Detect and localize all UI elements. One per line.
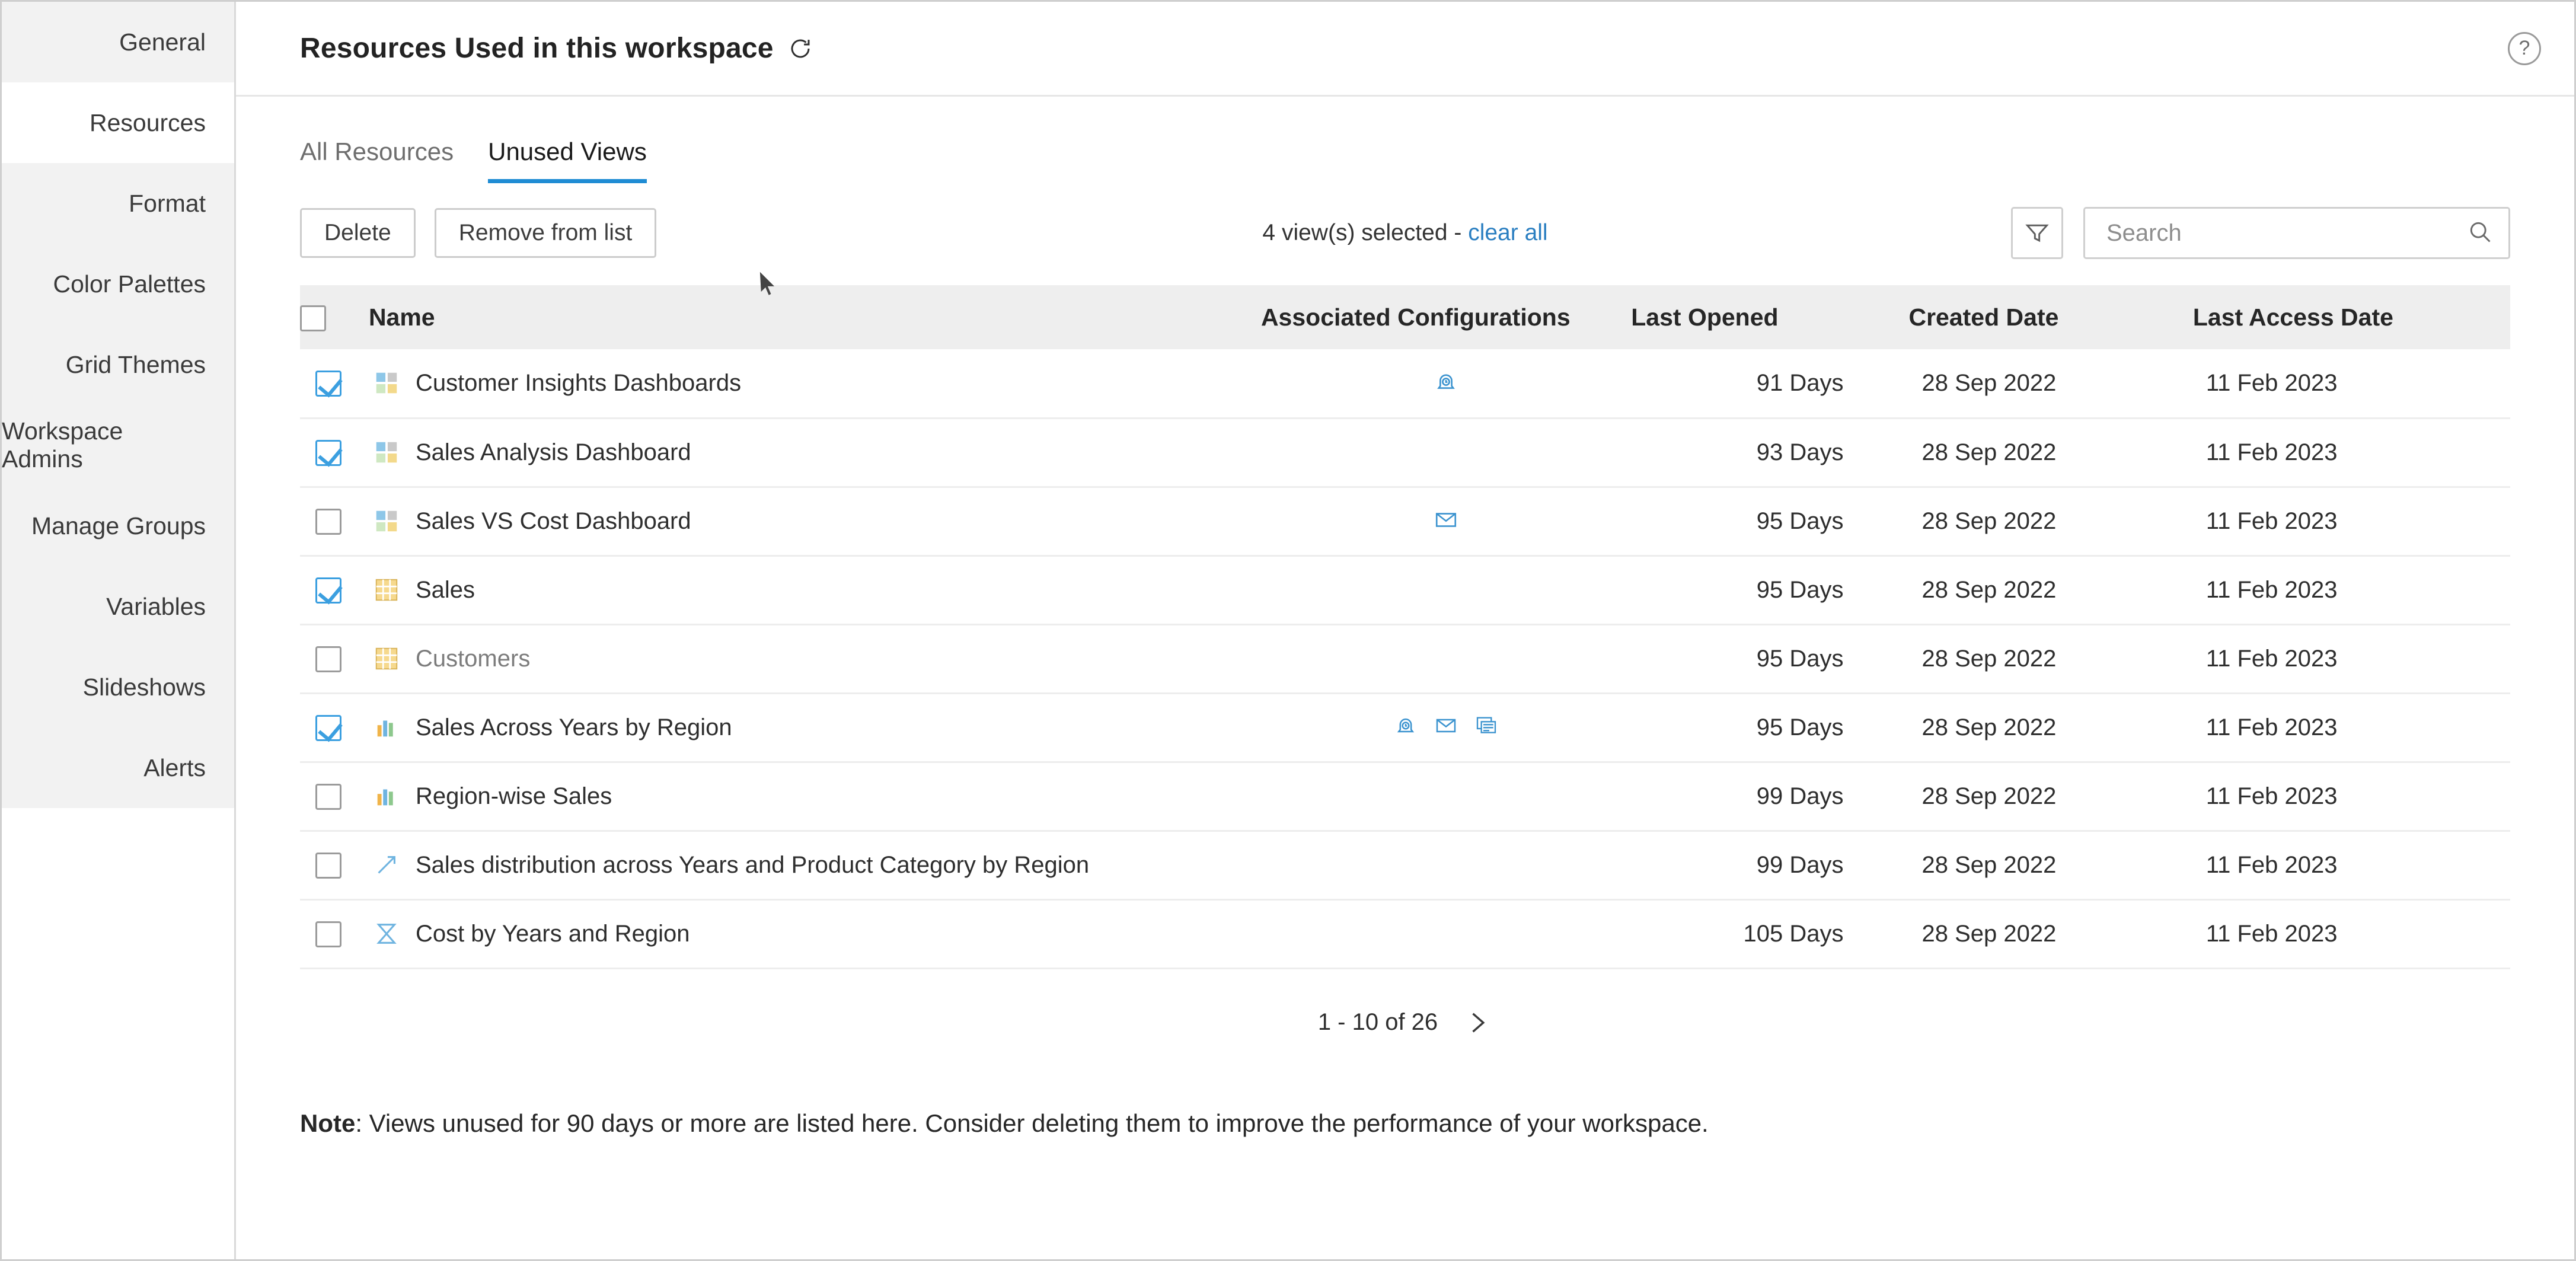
sidebar-item-label: Manage Groups (31, 512, 206, 539)
sidebar-item-label: General (119, 28, 206, 56)
sidebar-item-label: Slideshows (82, 673, 206, 701)
page-title: Resources Used in this workspace (300, 33, 774, 64)
sidebar-item-label: Resources (90, 108, 206, 136)
content-area (236, 130, 2574, 1138)
row-last-access-date: 11 Feb 2023 (2193, 624, 2510, 693)
row-name-cell (369, 556, 1261, 624)
row-last-access-date: 11 Feb 2023 (2193, 693, 2510, 762)
pagination (300, 1007, 2510, 1038)
row-name-cell (369, 487, 1261, 556)
row-last-opened: 105 Days (1631, 899, 1908, 968)
table-row[interactable] (300, 624, 2510, 693)
row-last-opened: 95 Days (1631, 556, 1908, 624)
row-checkbox[interactable] (315, 646, 341, 672)
row-checkbox[interactable] (315, 921, 341, 947)
email-icon[interactable] (1432, 507, 1460, 535)
row-last-opened: 95 Days (1631, 693, 1908, 762)
row-last-opened: 99 Days (1631, 762, 1908, 831)
row-associated-cell (1261, 556, 1631, 624)
row-last-opened: 93 Days (1631, 418, 1908, 487)
row-created-date: 28 Sep 2022 (1908, 831, 2192, 899)
row-select-cell (300, 556, 369, 624)
sidebar-item-alerts[interactable] (2, 727, 234, 808)
tab-unused-views[interactable] (488, 138, 647, 183)
search-icon[interactable] (2467, 219, 2493, 248)
row-select-cell (300, 831, 369, 899)
note-body: : Views unused for 90 days or more are listed here. Consider deleting them to improve the performance of your workspace. (355, 1109, 1709, 1137)
row-last-access-date: 11 Feb 2023 (2193, 418, 2510, 487)
table-header-row (300, 285, 2510, 349)
row-created-date: 28 Sep 2022 (1908, 693, 2192, 762)
slideshow-icon[interactable] (1473, 714, 1500, 741)
row-name-cell (369, 762, 1261, 831)
row-last-opened: 99 Days (1631, 831, 1908, 899)
table-row[interactable] (300, 899, 2510, 968)
row-checkbox[interactable] (315, 715, 341, 741)
row-last-opened: 91 Days (1631, 349, 1908, 418)
row-last-access-date: 11 Feb 2023 (2193, 762, 2510, 831)
view-name[interactable]: Customers (415, 645, 531, 672)
row-name-cell (369, 624, 1261, 693)
sidebar-item-workspace-admins[interactable] (2, 405, 234, 486)
row-select-cell (300, 349, 369, 418)
row-associated-cell (1261, 624, 1631, 693)
pagination-range: 1 - 10 of 26 (1317, 1009, 1438, 1035)
table-row[interactable] (300, 487, 2510, 556)
note-text (300, 1109, 2510, 1138)
row-last-access-date: 11 Feb 2023 (2193, 831, 2510, 899)
row-last-opened: 95 Days (1631, 487, 1908, 556)
table-icon (373, 576, 400, 604)
select-all-header (300, 285, 369, 349)
table-row[interactable] (300, 556, 2510, 624)
table-row[interactable] (300, 831, 2510, 899)
view-name[interactable]: Cost by Years and Region (415, 920, 690, 947)
row-associated-cell (1261, 762, 1631, 831)
tab-all-resources[interactable] (300, 138, 454, 183)
table-row[interactable] (300, 349, 2510, 418)
row-associated-cell (1261, 349, 1631, 418)
row-checkbox[interactable] (315, 509, 341, 535)
sidebar-item-label: Variables (106, 592, 206, 620)
row-created-date: 28 Sep 2022 (1908, 624, 2192, 693)
row-last-opened: 95 Days (1631, 624, 1908, 693)
row-name-cell (369, 349, 1261, 418)
sidebar-item-resources[interactable] (2, 82, 234, 163)
chevron-right-icon[interactable] (1461, 1007, 1492, 1038)
row-associated-cell (1261, 418, 1631, 487)
email-icon[interactable] (1432, 714, 1460, 741)
sidebar-item-label: Format (129, 189, 206, 217)
filter-icon[interactable] (2011, 207, 2063, 259)
row-select-cell (300, 762, 369, 831)
row-created-date: 28 Sep 2022 (1908, 487, 2192, 556)
bar-chart-icon (373, 714, 400, 741)
sidebar-item-color-palettes[interactable] (2, 244, 234, 324)
view-name[interactable]: Customer Insights Dashboards (415, 369, 742, 396)
column-header-associated-configurations[interactable]: Associated Configurations (1261, 285, 1631, 349)
row-select-cell (300, 693, 369, 762)
column-header-last-opened[interactable]: Last Opened (1631, 285, 1908, 349)
row-associated-cell (1261, 899, 1631, 968)
settings-sidebar (2, 2, 236, 1259)
row-last-access-date: 11 Feb 2023 (2193, 487, 2510, 556)
row-associated-cell (1261, 693, 1631, 762)
column-header-last-access-date[interactable]: Last Access Date (2193, 285, 2510, 349)
row-created-date: 28 Sep 2022 (1908, 349, 2192, 418)
sidebar-item-grid-themes[interactable] (2, 324, 234, 405)
row-created-date: 28 Sep 2022 (1908, 899, 2192, 968)
row-select-cell (300, 487, 369, 556)
sidebar-item-format[interactable] (2, 163, 234, 244)
row-select-cell (300, 899, 369, 968)
tab-label: Unused Views (488, 138, 647, 165)
note-label: Note (300, 1109, 356, 1137)
main-panel (236, 2, 2574, 1259)
alert-clock-icon[interactable] (1392, 714, 1419, 741)
view-name[interactable]: Region-wise Sales (415, 783, 612, 809)
row-select-cell (300, 418, 369, 487)
row-associated-cell (1261, 831, 1631, 899)
refresh-icon[interactable] (788, 36, 813, 61)
row-name-cell (369, 831, 1261, 899)
view-name[interactable]: Sales VS Cost Dashboard (415, 507, 691, 534)
row-last-access-date: 11 Feb 2023 (2193, 349, 2510, 418)
row-name-cell (369, 899, 1261, 968)
view-name[interactable]: Sales distribution across Years and Product Category by Region (415, 851, 1090, 878)
row-checkbox[interactable] (315, 440, 341, 466)
row-checkbox[interactable] (315, 371, 341, 397)
row-select-cell (300, 624, 369, 693)
delete-button[interactable]: Delete (300, 208, 416, 258)
row-name-cell (369, 418, 1261, 487)
sidebar-item-slideshows[interactable] (2, 647, 234, 727)
table-row[interactable] (300, 693, 2510, 762)
row-associated-cell (1261, 487, 1631, 556)
view-name[interactable]: Sales Analysis Dashboard (415, 439, 691, 465)
funnel-chart-icon (373, 920, 400, 947)
bar-chart-icon (373, 783, 400, 810)
row-last-access-date: 11 Feb 2023 (2193, 899, 2510, 968)
row-created-date: 28 Sep 2022 (1908, 762, 2192, 831)
dashboard-icon (373, 369, 400, 397)
row-created-date: 28 Sep 2022 (1908, 418, 2192, 487)
page-header (236, 2, 2574, 97)
row-created-date: 28 Sep 2022 (1908, 556, 2192, 624)
row-checkbox[interactable] (315, 577, 341, 604)
row-name-cell (369, 693, 1261, 762)
scatter-chart-icon (373, 851, 400, 879)
sidebar-item-variables[interactable] (2, 566, 234, 647)
action-toolbar (300, 206, 2510, 260)
sidebar-item-label: Alerts (143, 754, 206, 781)
tab-bar (300, 130, 2510, 183)
row-checkbox[interactable] (315, 784, 341, 810)
clear-all-link[interactable]: clear all (1468, 220, 1548, 245)
toolbar-right-group (2011, 207, 2510, 259)
alert-clock-icon[interactable] (1432, 369, 1460, 397)
view-name[interactable]: Sales (415, 576, 475, 603)
help-circle-icon[interactable]: ? (2508, 32, 2541, 65)
sidebar-item-manage-groups[interactable] (2, 486, 234, 566)
dashboard-icon (373, 439, 400, 466)
sidebar-item-label: Workspace Admins (2, 417, 123, 473)
column-header-name[interactable]: Name (369, 285, 1261, 349)
sidebar-item-general[interactable] (2, 2, 234, 82)
remove-from-list-button[interactable]: Remove from list (435, 208, 657, 258)
table-header (300, 285, 2510, 349)
column-header-created-date[interactable]: Created Date (1908, 285, 2192, 349)
sidebar-item-label: Grid Themes (65, 350, 206, 378)
table-body (300, 349, 2510, 968)
row-last-access-date: 11 Feb 2023 (2193, 556, 2510, 624)
view-name[interactable]: Sales Across Years by Region (415, 714, 732, 740)
tab-label: All Resources (300, 138, 454, 165)
selection-status (1262, 220, 1547, 246)
search-input[interactable] (2105, 219, 2467, 247)
selection-count-text: 4 view(s) selected - (1262, 220, 1469, 245)
sidebar-item-label: Color Palettes (53, 270, 206, 298)
row-checkbox[interactable] (315, 853, 341, 879)
search-box[interactable] (2083, 207, 2510, 259)
select-all-checkbox[interactable] (300, 305, 326, 331)
table-row[interactable] (300, 762, 2510, 831)
table-icon (373, 645, 400, 672)
unused-views-table (300, 285, 2510, 969)
dashboard-icon (373, 507, 400, 535)
table-row[interactable] (300, 418, 2510, 487)
